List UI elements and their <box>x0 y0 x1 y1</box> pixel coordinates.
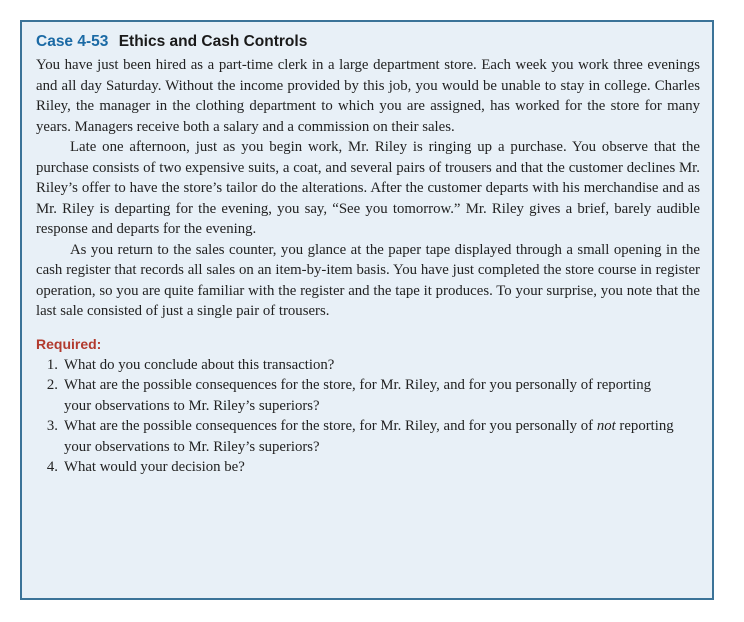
question-item-3 <box>36 416 700 457</box>
case-paragraph-2: Late one afternoon, just as you begin work, Mr. Riley is ringing up a purchase. You observe that the purchase consists of two expensive suits, a coat, and several pairs of trousers and that the customer declines Mr. Riley’s offer to have the store’s tailor do the alterations. After the customer departs with his merchandise and as Mr. Riley is departing for the evening, you say, “See you tomorrow.” Mr. Riley gives a brief, barely audible response and departs for the evening. <box>36 139 700 237</box>
question-number: 3. <box>46 418 58 434</box>
question-item-2 <box>36 375 700 416</box>
question-number: 2. <box>46 377 58 393</box>
case-box <box>20 20 714 600</box>
question-emphasis: not <box>596 418 616 434</box>
question-text-before: What are the possible consequences for the store, for Mr. Riley, and for you personally of <box>64 418 597 434</box>
question-text-after: reporting your observations to Mr. Riley’s superiors? <box>64 418 674 455</box>
case-paragraph-3: As you return to the sales counter, you glance at the paper tape displayed through a small opening in the cash register that records all sales on an item-by-item basis. You have just completed the store course in register operation, so you are quite familiar with the register and the tape it produces. To your surprise, you note that the last sale consisted of just a single pair of trousers. <box>36 241 700 319</box>
case-heading <box>36 32 700 52</box>
case-paragraph-1: You have just been hired as a part-time clerk in a large department store. Each week you work three evenings and all day Saturday. Without the income provided by this job, you would be unable to stay in college. Charles Riley, the manager in the clothing department to which you are assigned, has worked for the store for many years. Managers receive both a salary and a commission on their sales. <box>36 57 700 135</box>
question-text: What would your decision be? <box>64 459 245 475</box>
question-number: 1. <box>46 356 58 373</box>
question-item-4 <box>36 457 700 478</box>
required-label: Required: <box>36 335 102 352</box>
question-text <box>64 416 700 457</box>
case-number: Case 4-53 <box>36 33 109 50</box>
question-number: 4. <box>46 459 58 475</box>
question-item-1 <box>36 355 700 376</box>
question-text: What are the possible consequences for the store, for Mr. Riley, and for you personally of reporting your observations to Mr. Riley’s superiors? <box>64 377 652 414</box>
question-text: What do you conclude about this transaction? <box>64 356 335 373</box>
question-list <box>36 355 700 478</box>
case-title: Ethics and Cash Controls <box>118 33 308 50</box>
